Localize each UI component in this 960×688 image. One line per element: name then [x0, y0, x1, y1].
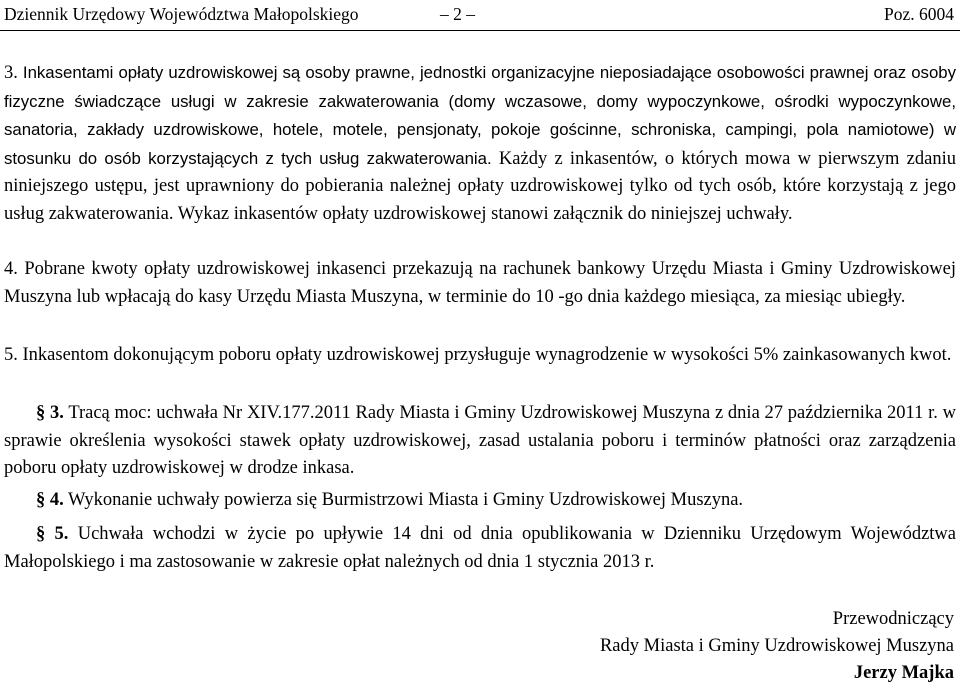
section-4-number: § 4. — [36, 490, 64, 510]
section-3 — [4, 400, 956, 483]
signature-body: Rady Miasta i Gminy Uzdrowiskowej Muszyna — [599, 636, 954, 656]
section-5-number: § 5. — [36, 524, 69, 544]
section-3-number: § 3. — [36, 403, 64, 423]
section-5 — [4, 521, 956, 576]
paragraph-5-number: 5. — [4, 345, 18, 365]
paragraph-3-number: 3. — [4, 63, 18, 83]
paragraph-3-part1: Inkasentami opłaty uzdrowiskowej są osoby prawne, jednostki organizacyjne nieposiadające osobowości prawnej oraz osoby fizyczne świadczące usługi w zakresie zakwaterowania (domy wczasowe, domy wypoczynkowe, ośrodki wypoczynkowe, sanatoria, zakłady uzdrowiskowe, hotele, motele, pensjonaty, pokoje gościnne, schroniska, campingi, pola namiotowe) w stosunku do osób korzystających z tych usług zakwaterowania. — [4, 63, 957, 168]
paragraph-5 — [4, 342, 956, 370]
journal-title: Dziennik Urzędowy Województwa Małopolskiego — [4, 4, 359, 24]
paragraph-3 — [4, 59, 956, 228]
signature-name: Jerzy Majka — [853, 663, 954, 683]
paragraph-4-number: 4. — [4, 259, 18, 279]
position-number: Poz. 6004 — [884, 4, 954, 24]
section-5-text: Uchwała wchodzi w życie po upływie 14 dni od dnia opublikowania w Dzienniku Urzędowym Województwa Małopolskiego i ma zastosowanie w zakresie opłat należnych od dnia 1 stycznia 2013 r. — [4, 524, 957, 572]
section-4 — [4, 487, 956, 515]
page-header — [0, 0, 960, 31]
paragraph-4-text: Pobrane kwoty opłaty uzdrowiskowej inkasenci przekazują na rachunek bankowy Urzędu Miasta i Gminy Uzdrowiskowej Muszyna lub wpłacają do kasy Urzędu Miasta Muszyna, w terminie do 10 -go dnia każdego miesiąca, za miesiąc ubiegły. — [4, 259, 956, 307]
paragraph-5-text: Inkasentom dokonującym poboru opłaty uzdrowiskowej przysługuje wynagrodzenie w wysokości 5% zainkasowanych kwot. — [22, 345, 952, 365]
section-3-text: Tracą moc: uchwała Nr XIV.177.2011 Rady Miasta i Gminy Uzdrowiskowej Muszyna z dnia 27 października 2011 r. w sprawie określenia wysokości stawek opłaty uzdrowiskowej, zasad ustalania poboru i terminów płatności oraz zarządzenia poboru opłaty uzdrowiskowej w drodze inkasa. — [4, 403, 957, 478]
paragraph-4 — [4, 256, 956, 311]
page-number: – 2 – — [440, 4, 475, 24]
section-4-text: Wykonanie uchwały powierza się Burmistrzowi Miasta i Gminy Uzdrowiskowej Muszyna. — [68, 490, 744, 510]
paragraph-3-part2: Każdy z inkasentów, o których mowa w pierwszym zdaniu niniejszego ustępu, jest uprawniony do pobierania należnej opłaty uzdrowiskowej tylko od tych osób, które korzystają z jego usług zakwaterowania. Wykaz inkasentów opłaty uzdrowiskowej stanowi załącznik do niniejszej uchwały. — [4, 148, 956, 224]
signature-title: Przewodniczący — [832, 609, 954, 629]
